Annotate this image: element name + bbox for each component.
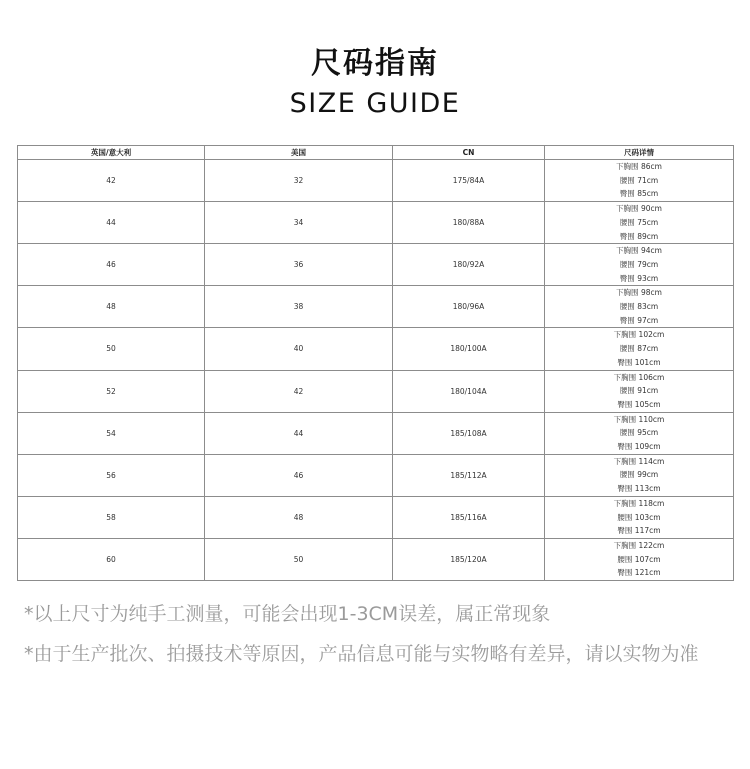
size-detail-line: 下胸围 86cm [616,162,662,171]
table-row [18,160,734,202]
cell-us: 44 [205,412,393,454]
size-detail-line: 臀围 97cm [619,315,659,325]
table-row [18,286,734,328]
table-row [18,454,734,496]
cell-uk-it: 50 [18,328,205,370]
cell-cn: 185/108A [393,412,545,454]
size-detail-line: 腰围 83cm [619,302,659,312]
size-detail-line: 腰围 79cm [619,259,659,269]
cell-size-details [545,160,734,202]
column-header-size-details: 尺码详情 [545,146,734,160]
cell-us: 40 [205,328,393,370]
cell-size-details [545,538,734,580]
cell-uk-it: 52 [18,370,205,412]
cell-cn: 180/92A [393,244,545,286]
table-body [18,160,734,581]
size-detail-line: 下胸围 102cm [613,330,665,340]
size-detail-line: 下胸围 90cm [616,204,662,214]
cell-uk-it: 60 [18,538,205,580]
cell-cn: 180/88A [393,202,545,244]
cell-uk-it: 54 [18,412,205,454]
size-detail-line: 臀围 121cm [617,568,661,578]
cell-cn: 180/96A [393,286,545,328]
cell-size-details [545,370,734,412]
column-header-uk-it: 英国/意大利 [18,146,205,160]
cell-uk-it: 58 [18,496,205,538]
size-detail-line: 腰围 71cm [619,175,659,185]
size-detail-line: 下胸围 106cm [613,372,665,382]
size-detail-line: 臀围 89cm [619,231,659,241]
size-detail-line: 下胸围 114cm [613,456,665,466]
page-title: 尺码指南 [311,46,439,81]
cell-size-details [545,202,734,244]
table-row [18,328,734,370]
size-detail-line: 臀围 113cm [617,484,661,494]
cell-size-details [545,286,734,328]
cell-size-details [545,412,734,454]
size-detail-line: 腰围 95cm [619,428,659,438]
size-detail-line: 臀围 105cm [617,399,661,409]
page-subtitle: SIZE GUIDE [289,88,461,119]
table-row [18,496,734,538]
cell-uk-it: 56 [18,454,205,496]
cell-cn: 180/104A [393,370,545,412]
cell-cn: 185/112A [393,454,545,496]
table-row [18,412,734,454]
size-detail-line: 腰围 75cm [619,217,659,227]
cell-cn: 185/116A [393,496,545,538]
column-header-us: 美国 [205,146,393,160]
cell-cn: 175/84A [393,160,545,202]
note-product-difference: *由于生产批次、拍摄技术等原因，产品信息可能与实物略有差异，请以实物为准 [24,643,699,665]
size-detail-line: 腰围 87cm [619,344,659,354]
size-detail-line: 臀围 109cm [617,442,661,452]
size-detail-line: 臀围 101cm [617,357,661,367]
column-header-cn: CN [393,146,545,160]
table-row [18,538,734,580]
table-row [18,202,734,244]
size-detail-line: 下胸围 94cm [616,246,662,256]
table-row [18,370,734,412]
cell-us: 34 [205,202,393,244]
size-detail-line: 下胸围 110cm [613,414,665,424]
cell-us: 50 [205,538,393,580]
cell-uk-it: 42 [18,160,205,202]
cell-us: 46 [205,454,393,496]
cell-us: 38 [205,286,393,328]
cell-cn: 180/100A [393,328,545,370]
cell-uk-it: 46 [18,244,205,286]
note-measurement-error: *以上尺寸为纯手工测量，可能会出现1-3CM误差，属正常现象 [24,603,551,625]
size-detail-line: 下胸围 118cm [613,498,665,508]
size-detail-line: 腰围 91cm [619,386,659,396]
size-detail-line: 臀围 117cm [617,526,661,536]
table-header-row [18,146,734,160]
size-detail-line: 腰围 103cm [617,512,661,522]
table-row [18,244,734,286]
cell-uk-it: 48 [18,286,205,328]
cell-size-details [545,454,734,496]
cell-us: 32 [205,160,393,202]
size-detail-line: 腰围 107cm [617,554,661,564]
size-detail-line: 下胸围 122cm [613,540,665,550]
size-table [17,145,734,581]
cell-uk-it: 44 [18,202,205,244]
size-detail-line: 腰围 99cm [619,470,659,480]
size-detail-line: 臀围 85cm [619,189,659,199]
size-detail-line: 下胸围 98cm [616,288,662,298]
cell-us: 36 [205,244,393,286]
cell-size-details [545,244,734,286]
cell-size-details [545,496,734,538]
size-detail-line: 臀围 93cm [619,273,659,283]
cell-us: 42 [205,370,393,412]
cell-size-details [545,328,734,370]
cell-cn: 185/120A [393,538,545,580]
cell-us: 48 [205,496,393,538]
